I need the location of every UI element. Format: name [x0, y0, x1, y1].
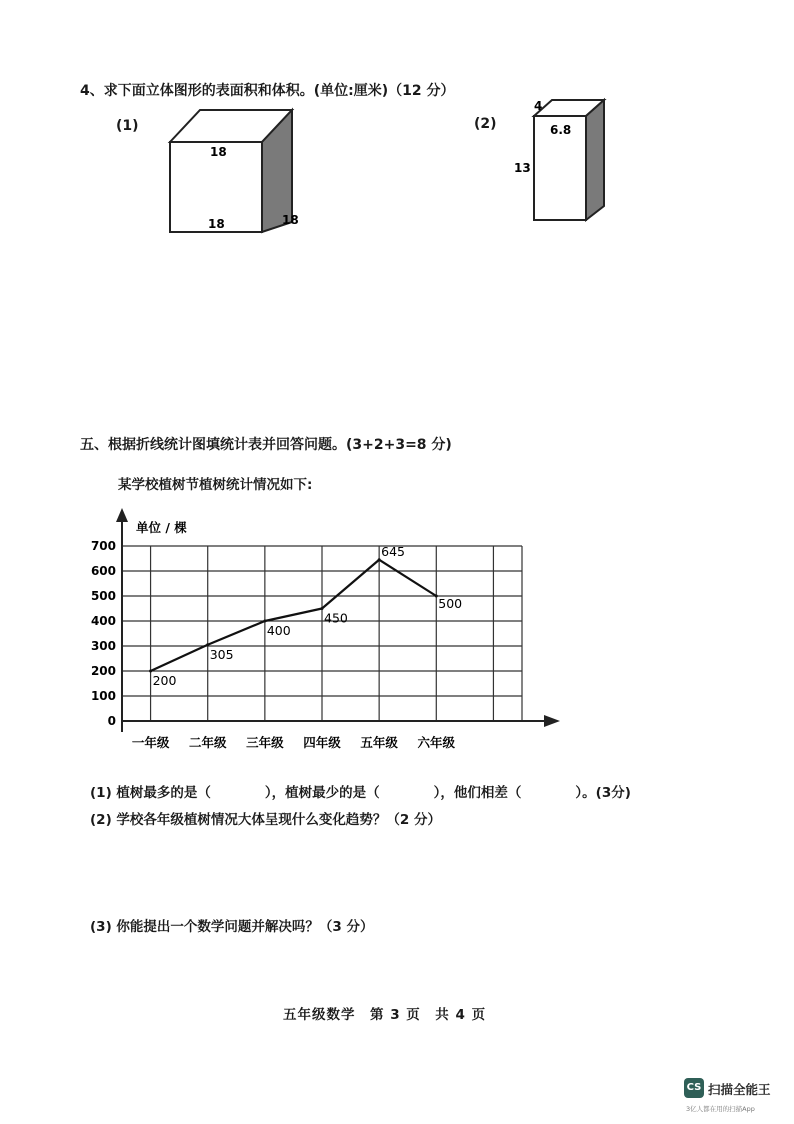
scanner-tagline: 3亿人都在用的扫描App [686, 1105, 755, 1113]
scanner-watermark [684, 1078, 780, 1100]
y-tick-label: 400 [90, 614, 116, 628]
fig2-label: (2) [474, 116, 497, 132]
q5-question-1: (1) 植树最多的是（ ），植树最少的是（ ），他们相差（ ）。(3分) [90, 785, 631, 801]
x-tick-label: 六年级 [417, 735, 456, 750]
cuboid-width-label: 6.8 [550, 123, 572, 137]
q5-question-3: (3) 你能提出一个数学问题并解决吗？（3 分） [90, 919, 374, 935]
x-tick-label: 二年级 [188, 735, 227, 750]
page-footer: 五年级数学 第 3 页 共 4 页 [283, 1007, 487, 1023]
y-tick-label: 0 [107, 714, 116, 728]
x-tick-label: 一年级 [131, 735, 170, 750]
q5-title: 五、根据折线统计图填统计表并回答问题。(3+2+3=8 分) [80, 437, 452, 453]
y-tick-label: 500 [90, 589, 116, 603]
data-label: 305 [209, 646, 234, 662]
cuboid-figure [508, 94, 618, 229]
x-axis-arrow [544, 715, 560, 727]
q4-title: 4、求下面立体图形的表面积和体积。(单位:厘米)（12 分） [80, 83, 455, 99]
y-tick-label: 200 [90, 664, 116, 678]
y-tick-label: 100 [90, 689, 116, 703]
series-line [151, 560, 437, 671]
x-tick-label: 四年级 [303, 735, 341, 750]
x-tick-label: 三年级 [246, 735, 284, 750]
data-label: 450 [324, 610, 348, 626]
cube-side-edge-label: 18 [282, 213, 299, 227]
line-chart [80, 500, 580, 760]
chart-grid [122, 543, 522, 721]
scanner-name: 扫描全能王 [708, 1082, 771, 1097]
fig1-label: (1) [116, 118, 139, 134]
cs-badge-icon: CS [684, 1078, 704, 1098]
data-label: 645 [381, 543, 406, 559]
cuboid-height-label: 13 [514, 161, 531, 175]
cube-top-edge-label: 18 [210, 145, 227, 159]
data-label: 200 [152, 673, 177, 688]
data-label: 400 [266, 623, 291, 638]
cuboid-depth-label: 4 [534, 99, 543, 113]
y-tick-label: 300 [90, 639, 116, 653]
cube-figure [160, 100, 310, 240]
cube-bottom-edge-label: 18 [208, 217, 225, 231]
q5-question-2: (2) 学校各年级植树情况大体呈现什么变化趋势？（2 分） [90, 812, 442, 828]
q5-intro: 某学校植树节植树统计情况如下: [118, 477, 313, 493]
y-axis-unit-label: 单位 / 棵 [136, 520, 187, 535]
x-tick-label: 五年级 [360, 735, 398, 750]
y-tick-label: 700 [90, 539, 116, 553]
data-label: 500 [438, 596, 463, 611]
y-axis-arrow [116, 508, 128, 522]
y-tick-label: 600 [90, 564, 116, 578]
